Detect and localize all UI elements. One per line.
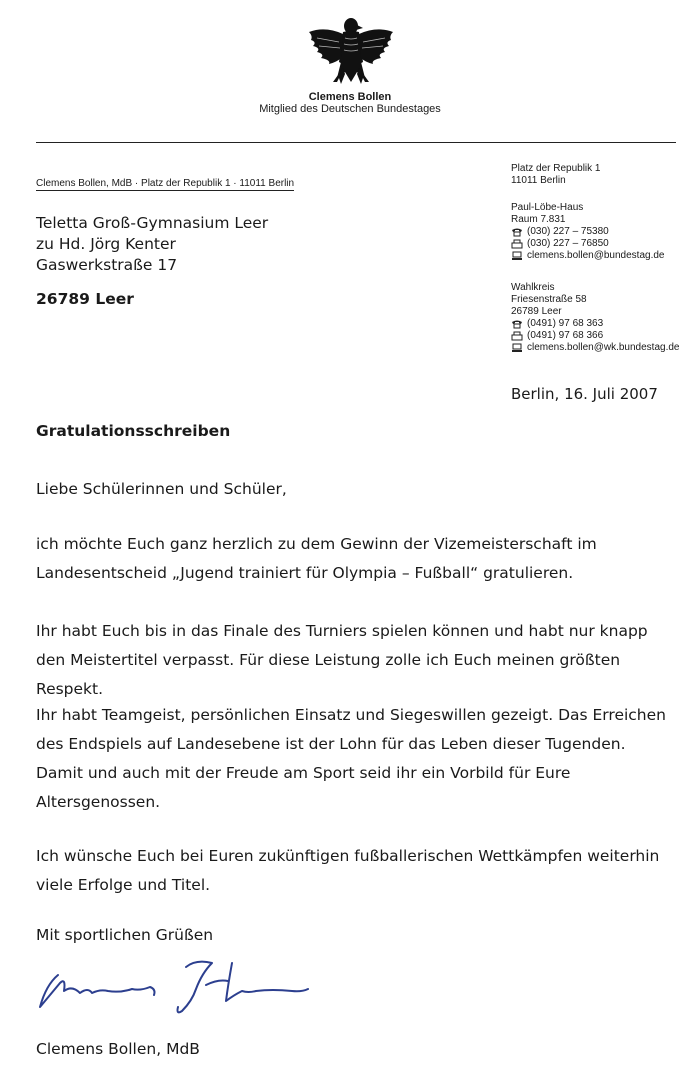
office-phone: (030) 227 – 75380: [527, 226, 609, 237]
wahlkreis-email[interactable]: clemens.bollen@wk.bundestag.de: [527, 342, 680, 353]
letterhead-name: Clemens Bollen: [308, 91, 392, 103]
office-phone-row: [511, 226, 664, 238]
contact-office: [511, 202, 664, 262]
telephone-icon: [511, 227, 523, 237]
fax-icon: [511, 331, 523, 341]
closing-phrase: Mit sportlichen Grüßen: [36, 926, 214, 944]
wahlkreis-phone-row: [511, 318, 679, 330]
computer-icon: [511, 343, 523, 353]
telephone-icon: [511, 319, 523, 329]
wahlkreis-city: 26789 Leer: [511, 306, 562, 317]
wahlkreis-label: Wahlkreis: [511, 282, 555, 293]
body-paragraph: ich möchte Euch ganz herzlich zu dem Gewinn der Vizemeisterschaft im Landesentscheid „Jugend trainiert für Olympia – Fußball“ gratulieren.: [36, 535, 597, 582]
body-paragraph: Ihr habt Euch bis in das Finale des Turniers spielen können und habt nur knapp den Meistertitel verpasst. Für diese Leistung zolle ich Euch meinen größten Respekt.: [36, 622, 648, 698]
office-building: Paul-Löbe-Haus: [511, 202, 584, 213]
office-room: Raum 7.831: [511, 214, 566, 225]
letter-date: Berlin, 16. Juli 2007: [511, 385, 658, 403]
office-fax: (030) 227 – 76850: [527, 238, 609, 249]
salutation: Liebe Schülerinnen und Schüler,: [36, 480, 287, 498]
letterhead-title: Mitglied des Deutschen Bundestages: [259, 103, 441, 115]
office-fax-row: [511, 238, 664, 250]
federal-eagle-icon: [303, 12, 399, 94]
signer-name: Clemens Bollen, MdB: [36, 1040, 200, 1058]
contact-street: Platz der Republik 1: [511, 163, 601, 174]
header-divider: [36, 142, 676, 143]
office-email[interactable]: clemens.bollen@bundestag.de: [527, 250, 665, 261]
recipient-line: Gaswerkstraße 17: [36, 256, 178, 274]
recipient-line: Teletta Groß-Gymnasium Leer: [36, 214, 269, 232]
wahlkreis-street: Friesenstraße 58: [511, 294, 587, 305]
recipient-city: 26789 Leer: [36, 290, 134, 308]
office-email-row: [511, 250, 664, 262]
contact-city: 11011 Berlin: [511, 175, 566, 186]
wahlkreis-fax-row: [511, 330, 679, 342]
recipient-line: zu Hd. Jörg Kenter: [36, 235, 176, 253]
sender-address-line: Clemens Bollen, MdB · Platz der Republik 1 · 11011 Berlin: [36, 178, 295, 189]
fax-icon: [511, 239, 523, 249]
contact-wahlkreis: [511, 282, 679, 354]
computer-icon: [511, 251, 523, 261]
contact-berlin: [511, 163, 601, 187]
body-paragraph: Ihr habt Teamgeist, persönlichen Einsatz und Siegeswillen gezeigt. Das Erreichen des Endspiels auf Landesebene ist der Lohn für das Leben dieser Tugenden. Damit und auch mit der Freude am Sport seid ihr ein Vorbild für Eure Altersgenossen.: [36, 706, 666, 811]
body-paragraph: Ich wünsche Euch bei Euren zukünftigen fußballerischen Wettkämpfen weiterhin viele Erfolge und Titel.: [36, 847, 660, 894]
handwritten-signature: [36, 955, 316, 1025]
wahlkreis-phone: (0491) 97 68 363: [527, 318, 604, 329]
wahlkreis-fax: (0491) 97 68 366: [527, 330, 604, 341]
letter-subject: Gratulationsschreiben: [36, 422, 231, 440]
wahlkreis-email-row: [511, 342, 679, 354]
